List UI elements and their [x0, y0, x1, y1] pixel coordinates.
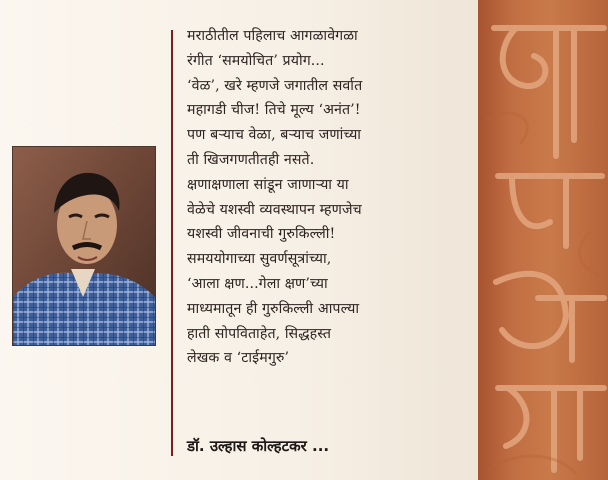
- blurb-line: हाती सोपविताहेत, सिद्धहस्त: [187, 325, 332, 342]
- spine-panel: [478, 0, 608, 480]
- vertical-accent-rule: [171, 30, 173, 456]
- blurb-line: क्षणाक्षणाला सांडून जाणाऱ्या या: [187, 176, 349, 193]
- blurb-line: ‘वेळ’, खरे म्हणजे जगातील सर्वात: [187, 77, 363, 94]
- blurb-line: समययोगाच्या सुवर्णसूत्रांच्या,: [187, 251, 332, 268]
- author-portrait-image: [13, 147, 155, 345]
- author-photo: [12, 146, 156, 346]
- blurb-line: माध्यमातून ही गुरुकिल्ली आपल्या: [187, 300, 360, 317]
- blurb-line: मराठीतील पहिलाच आगळावेगळा: [187, 28, 358, 44]
- blurb-line: रंगीत ‘समयोचित’ प्रयोग...: [187, 52, 325, 69]
- spine-calligraphy: [478, 0, 608, 480]
- blurb-line: ती खिजगणतीतही नसते.: [187, 151, 315, 168]
- blurb-line: वेळेचे यशस्वी व्यवस्थापन म्हणजेच: [187, 201, 362, 218]
- blurb-text: [187, 24, 475, 371]
- blurb-line: ‘आला क्षण...गेला क्षण’च्या: [187, 275, 328, 292]
- blurb-line: पण बऱ्याच वेळा, बऱ्याच जणांच्या: [187, 127, 362, 144]
- blurb-line: लेखक व ‘टाईमगुरु’: [187, 350, 290, 367]
- author-name: डॉ. उल्हास कोल्हटकर ...: [187, 437, 330, 455]
- blurb-line: महागडी चीज! तिचे मूल्य ‘अनंत’!: [187, 102, 361, 119]
- blurb-line: यशस्वी जीवनाची गुरुकिल्ली!: [187, 226, 336, 243]
